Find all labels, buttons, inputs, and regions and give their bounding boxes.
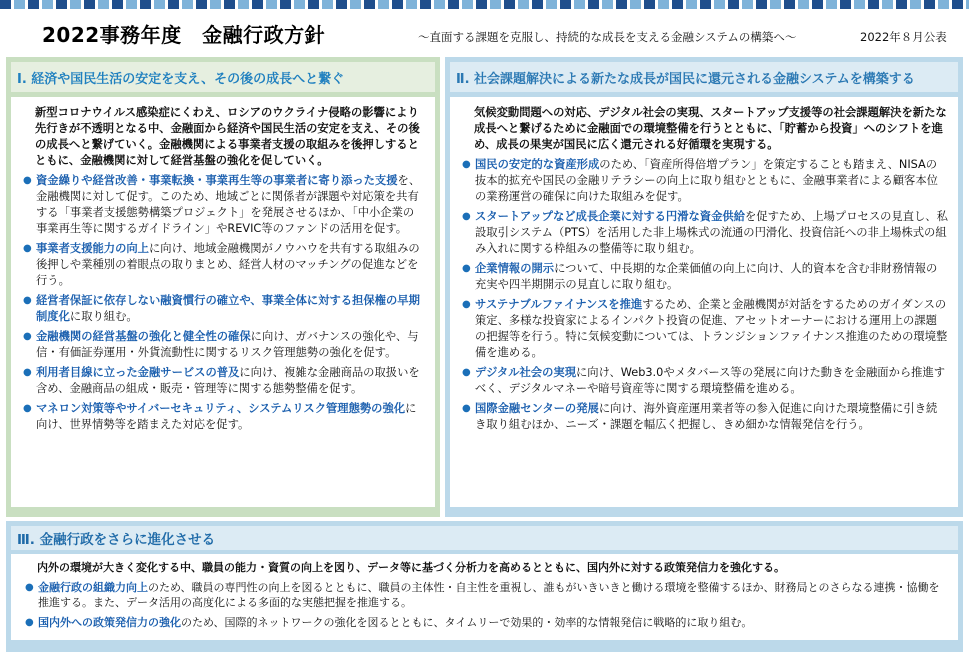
item-text: のため、国際的ネットワークの強化を図るとともに、タイムリーで効果的・効率的な情報発信に戦略的に取り組む。: [181, 615, 753, 629]
page-header: [0, 9, 969, 47]
item-keyword: 利用者目線に立った金融サービスの普及: [36, 366, 240, 379]
list-item: [462, 297, 948, 361]
item-keyword: 金融機関の経営基盤の強化と健全性の確保: [36, 330, 251, 343]
item-text: に向け、地域金融機関がノウハウを共有する取組みの後押しや業種別の着眼点の取りまとめ、経営人材のマッチングの促進などを行う。: [36, 242, 420, 287]
section-3-intro: 内外の環境が大きく変化する中、職員の能力・資質の向上を図り、データ等に基づく分析力を高めるとともに、国内外に対する政策発信力を強化する。: [37, 561, 785, 574]
item-text: に向け、Web3.0やメタバース等の発展に向けた動きを金融面から推進すべく、デジタルマネーや暗号資産等に関する環境整備を進める。: [475, 366, 946, 395]
item-keyword: デジタル社会の実現: [475, 366, 576, 379]
bullet-icon: ●: [23, 295, 32, 306]
item-text: のため、職員の専門性の向上を図るとともに、職員の主体性・自主性を重視し、誰もがいきいきと働ける環境を整備するほか、財務局とのさらなる連携・協働を推進する。また、データ活用の高度化による多面的な実態把握を推進する。: [38, 580, 940, 609]
section-3-heading: Ⅲ. 金融行政をさらに進化させる: [11, 526, 958, 550]
item-keyword: 経営者保証に依存しない融資慣行の確立や、事業全体に対する担保権の早期制度化: [36, 294, 420, 323]
list-item: [462, 365, 948, 397]
section-1-heading: Ⅰ. 経済や国民生活の安定を支え、その後の成長へと繋ぐ: [11, 62, 435, 92]
section-1-list: [23, 173, 425, 433]
list-item: [462, 261, 948, 293]
list-item: [25, 580, 948, 611]
section-2-list: [462, 157, 948, 433]
item-text: に取り組む。: [69, 310, 138, 323]
bullet-icon: ●: [23, 367, 32, 378]
item-keyword: 資金繰りや経営改善・事業転換・事業再生等の事業者に寄り添った支援: [36, 174, 398, 187]
section-2-heading: Ⅱ. 社会課題解決による新たな成長が国民に還元される金融システムを構築する: [450, 62, 958, 92]
item-keyword: サステナブルファイナンスを推進: [475, 298, 643, 311]
bullet-icon: ●: [462, 159, 471, 170]
item-keyword: 国民の安定的な資産形成: [475, 158, 600, 171]
item-keyword: マネロン対策等やサイバーセキュリティ、システムリスク管理態勢の強化: [36, 402, 406, 415]
bullet-icon: ●: [25, 616, 34, 628]
list-item: [23, 293, 425, 325]
section-1-body: [11, 97, 435, 507]
section-2-panel: [445, 57, 963, 517]
item-keyword: 国内外への政策発信力の強化: [38, 615, 181, 629]
item-text: に向け、複雑な金融商品の取扱いを含め、金融商品の組成・販売・管理等に関する態勢整備を促す。: [36, 366, 420, 395]
list-item: [23, 241, 425, 289]
bullet-icon: ●: [25, 581, 34, 593]
decorative-top-strip: [0, 0, 969, 9]
list-item: [23, 401, 425, 433]
list-item: [462, 209, 948, 257]
bullet-icon: ●: [462, 211, 471, 222]
bullet-icon: ●: [23, 331, 32, 342]
item-text: のため、「資産所得倍増プラン」を策定することも踏まえ、NISAの抜本的拡充や国民の金融リテラシーの向上に取り組むとともに、金融事業者による顧客本位の業務運営の確保に向けた取組みを促す。: [475, 158, 938, 203]
bullet-icon: ●: [23, 175, 32, 186]
item-keyword: 企業情報の開示: [475, 262, 555, 275]
bullet-icon: ●: [462, 403, 471, 414]
section-1-panel: [6, 57, 440, 517]
bullet-icon: ●: [462, 367, 471, 378]
item-text: に向け、海外資産運用業者等の参入促進に向けた環境整備に引き続き取り組むほか、ニーズ・課題を幅広く把握し、きめ細かな情報発信を行う。: [475, 402, 938, 431]
item-text: について、中長期的な企業価値の向上に向け、人的資本を含む非財務情報の充実や四半期開示の見直しに取り組む。: [475, 262, 938, 291]
page-title: 2022事務年度 金融行政方針: [42, 23, 326, 47]
section-3-list: [25, 580, 948, 631]
item-keyword: 事業者支援能力の向上: [36, 242, 149, 255]
section-1-intro: 新型コロナウイルス感染症にくわえ、ロシアのウクライナ侵略の影響により先行きが不透明となる中、金融面から経済や国民生活の安定を支え、その後の成長へと繋げていく。金融機関による事業者支援の取組みを後押しするとともに、金融機関に対して経営基盤の強化を促していく。: [35, 106, 420, 167]
list-item: [23, 329, 425, 361]
item-keyword: スタートアップなど成長企業に対する円滑な資金供給: [475, 210, 745, 223]
item-keyword: 国際金融センターの発展: [475, 402, 599, 415]
item-text: するため、企業と金融機関が対話をするためのガイダンスの策定、多様な投資家によるインパクト投資の促進、アセットオーナーにおける運用上の課題の把握等を行う。特に気候変動については、トランジションファイナンス推進のための環境整備を進める。: [475, 298, 948, 359]
list-item: [25, 615, 948, 631]
list-item: [23, 365, 425, 397]
item-text: に向け、ガバナンスの強化や、与信・有価証券運用・外貨流動性に関するリスク管理態勢の強化を促す。: [36, 330, 419, 359]
section-3-panel: [6, 521, 963, 652]
item-text: を、金融機関に対して促す。このため、地域ごとに関係者が課題や対応策を共有する「事業者支援態勢構築プロジェクト」を発展させるほか、「中小企業の事業再生等に関するガイドライン」やREVIC等のファンドの活用を促す。: [36, 174, 421, 235]
item-text: に向け、世界情勢等を踏まえた対応を促す。: [36, 402, 417, 431]
publication-date: 2022年８月公表: [860, 30, 947, 44]
item-text: を促すため、上場プロセスの見直し、私設取引システム（PTS）を活用した非上場株式の流通の円滑化、投資信託への非上場株式の組み入れに関する枠組みの整備等に取り組む。: [475, 210, 948, 255]
page-subtitle: ～直面する課題を克服し、持続的な成長を支える金融システムの構築へ～: [418, 30, 797, 44]
list-item: [23, 173, 425, 237]
item-keyword: 金融行政の組織力向上: [38, 580, 148, 594]
bullet-icon: ●: [462, 263, 471, 274]
list-item: [462, 401, 948, 433]
section-2-intro: 気候変動問題への対応、デジタル社会の実現、スタートアップ支援等の社会課題解決を新たな成長へと繋げるために金融面での環境整備を行うとともに、「貯蓄から投資」へのシフトを進め、成長の果実が国民に広く還元される好循環を実現する。: [474, 106, 947, 151]
list-item: [462, 157, 948, 205]
section-2-body: [450, 97, 958, 507]
section-3-body: [11, 554, 958, 640]
bullet-icon: ●: [23, 243, 32, 254]
bullet-icon: ●: [23, 403, 32, 414]
bullet-icon: ●: [462, 299, 471, 310]
